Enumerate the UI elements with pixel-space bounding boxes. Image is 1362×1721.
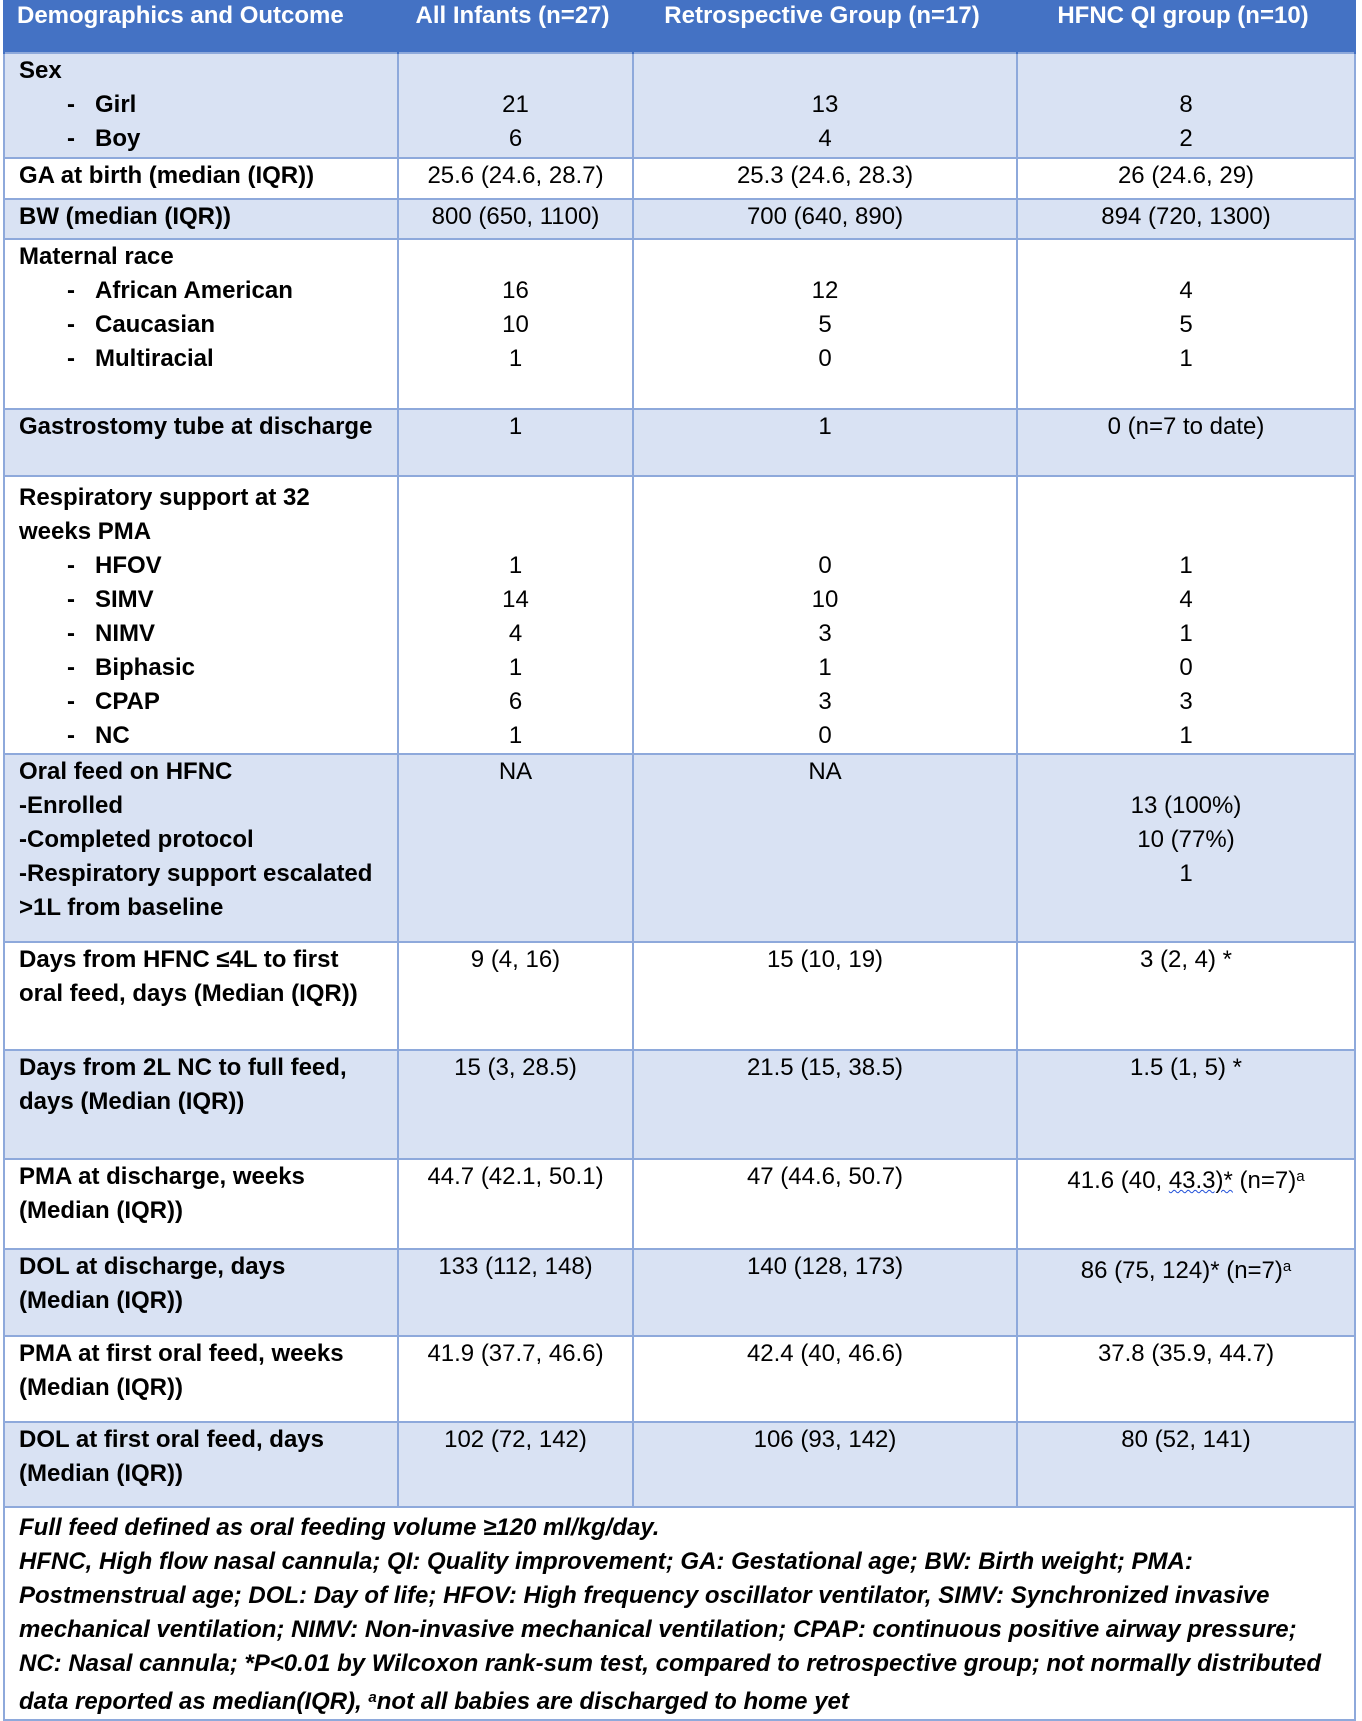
- cell-hfnc-days-hfnc: 3 (2, 4) *: [1017, 942, 1355, 1050]
- cell-all-pma-discharge: 44.7 (42.1, 50.1): [398, 1159, 633, 1249]
- cell-hfnc-sex: 8 2: [1017, 53, 1355, 158]
- cell-retro-pma-discharge: 47 (44.6, 50.7): [633, 1159, 1017, 1249]
- cell-retro-dol-discharge: 140 (128, 173): [633, 1249, 1017, 1336]
- table-row-days-2l-to-full: [4, 1050, 1355, 1159]
- cell-hfnc-dol-first-oral: 80 (52, 141): [1017, 1422, 1355, 1507]
- cell-hfnc-pma-first-oral: 37.8 (35.9, 44.7): [1017, 1336, 1355, 1422]
- cell-retro-dol-first-oral: 106 (93, 142): [633, 1422, 1017, 1507]
- table-row-ga-at-birth: [4, 158, 1355, 199]
- row-label-days-hfnc: Days from HFNC ≤4L to first oral feed, days (Median (IQR)): [4, 942, 398, 1050]
- cell-hfnc-oral: 13 (100%) 10 (77%) 1: [1017, 754, 1355, 942]
- row-label-maternal-race: Maternal race - African American - Caucasian - Multiracial: [4, 239, 398, 409]
- cell-retro-oral: NA: [633, 754, 1017, 942]
- cell-all-gtube: 1: [398, 409, 633, 476]
- cell-all-sex: 21 6: [398, 53, 633, 158]
- header-demographics: Demographics and Outcome: [4, 0, 398, 53]
- cell-all-dol-first-oral: 102 (72, 142): [398, 1422, 633, 1507]
- cell-all-days-hfnc: 9 (4, 16): [398, 942, 633, 1050]
- table-row-days-hfnc-to-oral: [4, 942, 1355, 1050]
- cell-retro-bw: 700 (640, 890): [633, 199, 1017, 239]
- cell-retro-ga: 25.3 (24.6, 28.3): [633, 158, 1017, 199]
- row-label-dol-discharge: DOL at discharge, days (Median (IQR)): [4, 1249, 398, 1336]
- row-label-dol-first-oral: DOL at first oral feed, days (Median (IQR)): [4, 1422, 398, 1507]
- cell-hfnc-days-2l: 1.5 (1, 5) *: [1017, 1050, 1355, 1159]
- cell-all-oral: NA: [398, 754, 633, 942]
- row-label-gastrostomy: Gastrostomy tube at discharge: [4, 409, 398, 476]
- cell-retro-days-hfnc: 15 (10, 19): [633, 942, 1017, 1050]
- table-row-footnote: [4, 1507, 1355, 1720]
- cell-hfnc-resp: 1 4 1 0 3 1: [1017, 476, 1355, 754]
- row-label-bw: BW (median (IQR)): [4, 199, 398, 239]
- cell-all-dol-discharge: 133 (112, 148): [398, 1249, 633, 1336]
- cell-all-race: 16 10 1: [398, 239, 633, 409]
- header-row: [4, 0, 1355, 53]
- footnote-abbreviations: HFNC, High flow nasal cannula; QI: Quality improvement; GA: Gestational age; BW: Birth weight; PMA: Postmenstrual age; DOL: Day of life; HFOV: High frequency oscillator ventilator, SIMV: Synchronized invasive mechanical ventilation; NIMV: Non-invasive mechanical ventilation; CPAP: continuous positive airway pressure; NC: Nasal cannula; *P<0.01 by Wilcoxon rank-sum test, compared to retrospective group; not normally distributed data reported as median(IQR), $^a$not all babies are discharged to home yet: [19, 1548, 1322, 1715]
- cell-hfnc-ga: 26 (24.6, 29): [1017, 158, 1355, 199]
- table-row-gastrostomy: [4, 409, 1355, 476]
- header-all-infants: All Infants (n=27): [398, 0, 633, 53]
- cell-all-bw: 800 (650, 1100): [398, 199, 633, 239]
- table-row-oral-feed-hfnc: [4, 754, 1355, 942]
- cell-hfnc-bw: 894 (720, 1300): [1017, 199, 1355, 239]
- table-row-bw: [4, 199, 1355, 239]
- table-row-respiratory-support: [4, 476, 1355, 754]
- cell-retro-resp: 0 10 3 1 3 0: [633, 476, 1017, 754]
- row-label-pma-discharge: PMA at discharge, weeks (Median (IQR)): [4, 1159, 398, 1249]
- cell-all-ga: 25.6 (24.6, 28.7): [398, 158, 633, 199]
- cell-hfnc-race: 4 5 1: [1017, 239, 1355, 409]
- footnote-full-feed: Full feed defined as oral feeding volume ≥120 ml/kg/day.: [19, 1514, 660, 1541]
- cell-hfnc-pma-discharge: 41.6 (40, 43.3)* (n=7)$^a$: [1017, 1159, 1355, 1249]
- table-row-pma-discharge: [4, 1159, 1355, 1249]
- table-row-pma-first-oral: [4, 1336, 1355, 1422]
- cell-all-days-2l: 15 (3, 28.5): [398, 1050, 633, 1159]
- header-hfnc-qi-group: HFNC QI group (n=10): [1017, 0, 1355, 53]
- row-label-respiratory-support: Respiratory support at 32 weeks PMA - HFOV - SIMV - NIMV - Biphasic - CPAP - NC: [4, 476, 398, 754]
- cell-retro-sex: 13 4: [633, 53, 1017, 158]
- row-label-pma-first-oral: PMA at first oral feed, weeks (Median (IQR)): [4, 1336, 398, 1422]
- cell-all-resp: 1 14 4 1 6 1: [398, 476, 633, 754]
- cell-hfnc-gtube: 0 (n=7 to date): [1017, 409, 1355, 476]
- table-row-sex: [4, 53, 1355, 158]
- cell-retro-race: 12 5 0: [633, 239, 1017, 409]
- table-row-maternal-race: [4, 239, 1355, 409]
- header-retrospective-group: Retrospective Group (n=17): [633, 0, 1017, 53]
- table-footnote: [4, 1507, 1355, 1720]
- row-label-days-2l: Days from 2L NC to full feed, days (Median (IQR)): [4, 1050, 398, 1159]
- cell-retro-days-2l: 21.5 (15, 38.5): [633, 1050, 1017, 1159]
- cell-retro-gtube: 1: [633, 409, 1017, 476]
- row-label-sex: Sex - Girl - Boy: [4, 53, 398, 158]
- table-row-dol-discharge: [4, 1249, 1355, 1336]
- cell-all-pma-first-oral: 41.9 (37.7, 46.6): [398, 1336, 633, 1422]
- cell-hfnc-dol-discharge: 86 (75, 124)* (n=7)$^a$: [1017, 1249, 1355, 1336]
- table-row-dol-first-oral: [4, 1422, 1355, 1507]
- cell-retro-pma-first-oral: 42.4 (40, 46.6): [633, 1336, 1017, 1422]
- row-label-oral-feed: Oral feed on HFNC -Enrolled -Completed protocol -Respiratory support escalated >1L from baseline: [4, 754, 398, 942]
- demographics-table: [3, 0, 1356, 1721]
- row-label-ga: GA at birth (median (IQR)): [4, 158, 398, 199]
